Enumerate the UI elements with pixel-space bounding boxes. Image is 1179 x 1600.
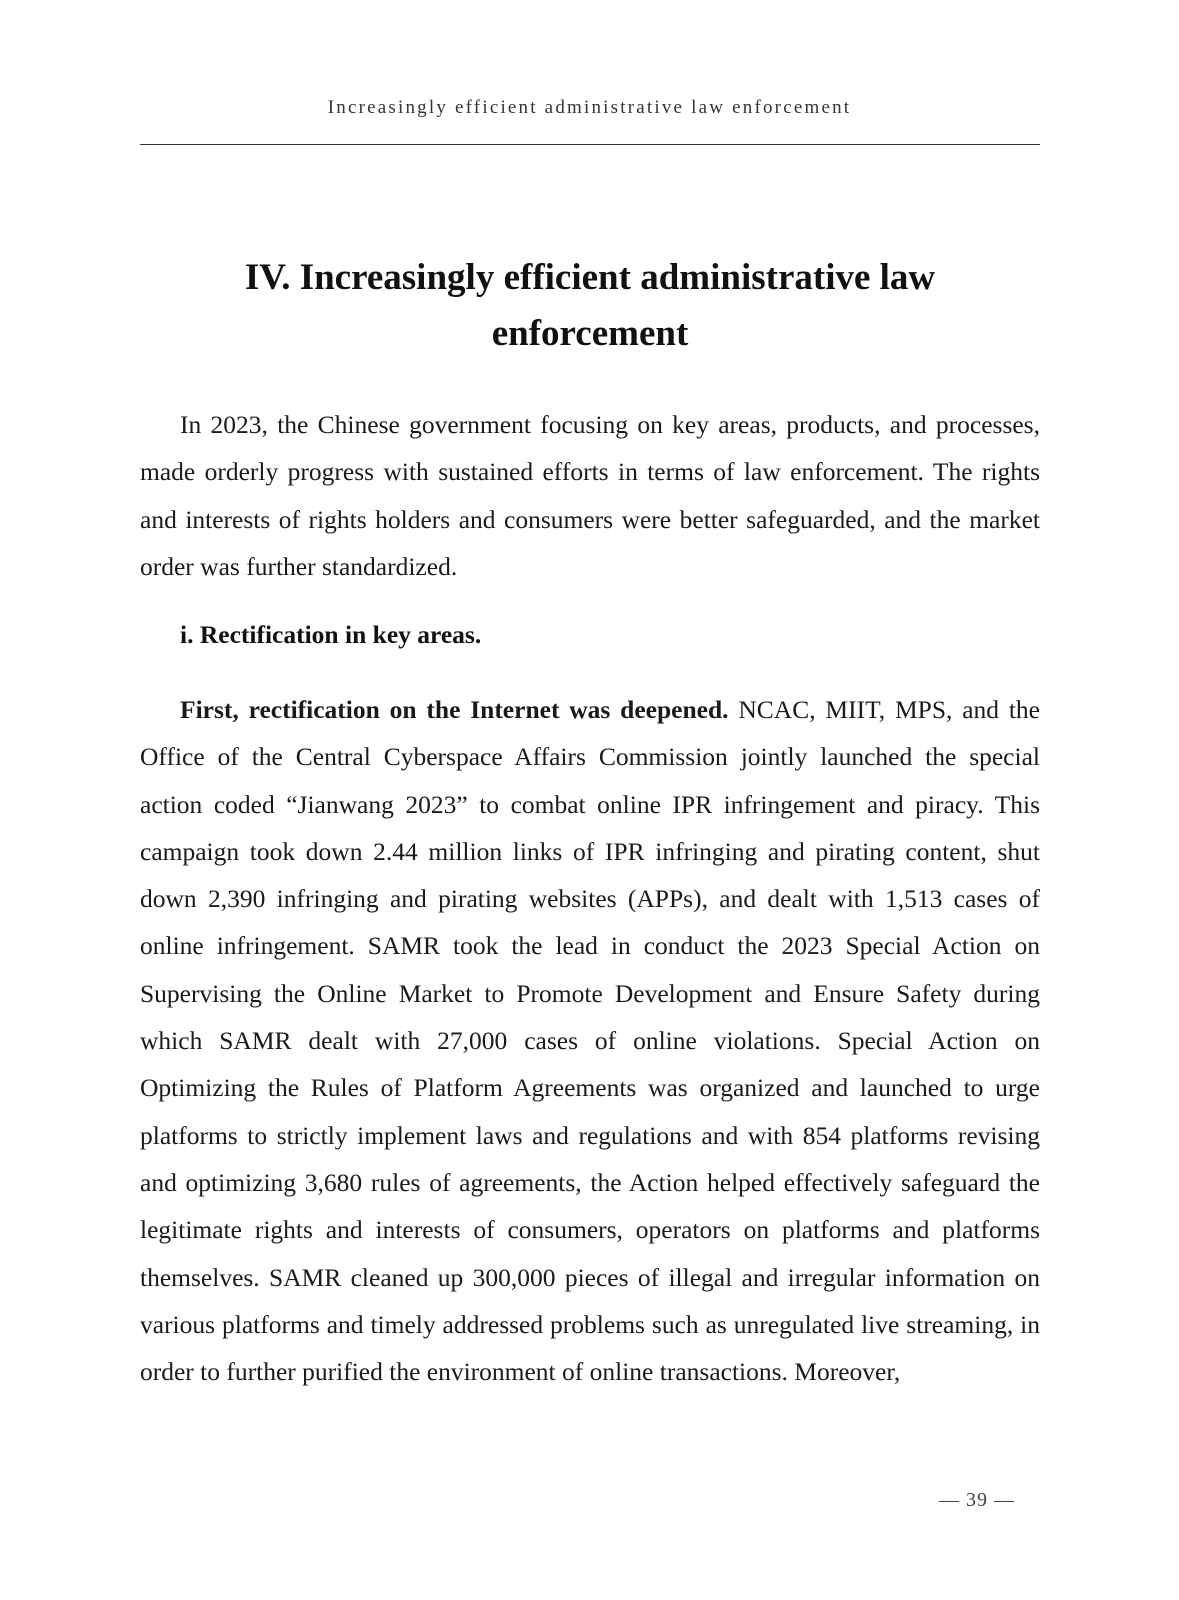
paragraph-body-text: NCAC, MIIT, MPS, and the Office of the Central Cyberspace Affairs Commission jointly launched the special action coded “Jianwang 2023” to combat online IPR infringement and piracy. This campaign took down 2.44 million links of IPR infringing and pirating content, shut down 2,390 infringing and pirating websites (APPs), and dealt with 1,513 cases of online infringement. SAMR took the lead in conduct the 2023 Special Action on Supervising the Online Market to Promote Development and Ensure Safety during which SAMR dealt with 27,000 cases of online violations. Special Action on Optimizing the Rules of Platform Agreements was organized and launched to urge platforms to strictly implement laws and regulations and with 854 platforms revising and optimizing 3,680 rules of agreements, the Action helped effectively safeguard the legitimate rights and interests of consumers, operators on platforms and platforms themselves. SAMR cleaned up 300,000 pieces of illegal and irregular information on various platforms and timely addressed problems such as unregulated live streaming, in order to further purified the environment of online transactions. Moreover, — [140, 695, 1041, 1387]
page-number: — 39 — — [939, 1489, 1015, 1511]
chapter-title-line-2: enforcement — [491, 313, 689, 354]
section-heading: i. Rectification in key areas. — [180, 620, 482, 649]
intro-paragraph: In 2023, the Chinese government focusing on key areas, products, and processes, made orderly progress with sustained efforts in terms of law enforcement. The rights and interests of rights holders and consumers were better safeguarded, and the market order was further standardized. — [140, 410, 1040, 581]
section-paragraph — [140, 686, 1040, 1395]
running-header: Increasingly efficient administrative law enforcement — [327, 97, 852, 118]
header-divider — [140, 144, 1040, 145]
chapter-title — [140, 250, 1040, 362]
chapter-title-line-1: IV. Increasingly efficient administrative law — [244, 257, 936, 298]
paragraph-lead-sentence: First, rectification on the Internet was deepened. — [180, 695, 729, 724]
